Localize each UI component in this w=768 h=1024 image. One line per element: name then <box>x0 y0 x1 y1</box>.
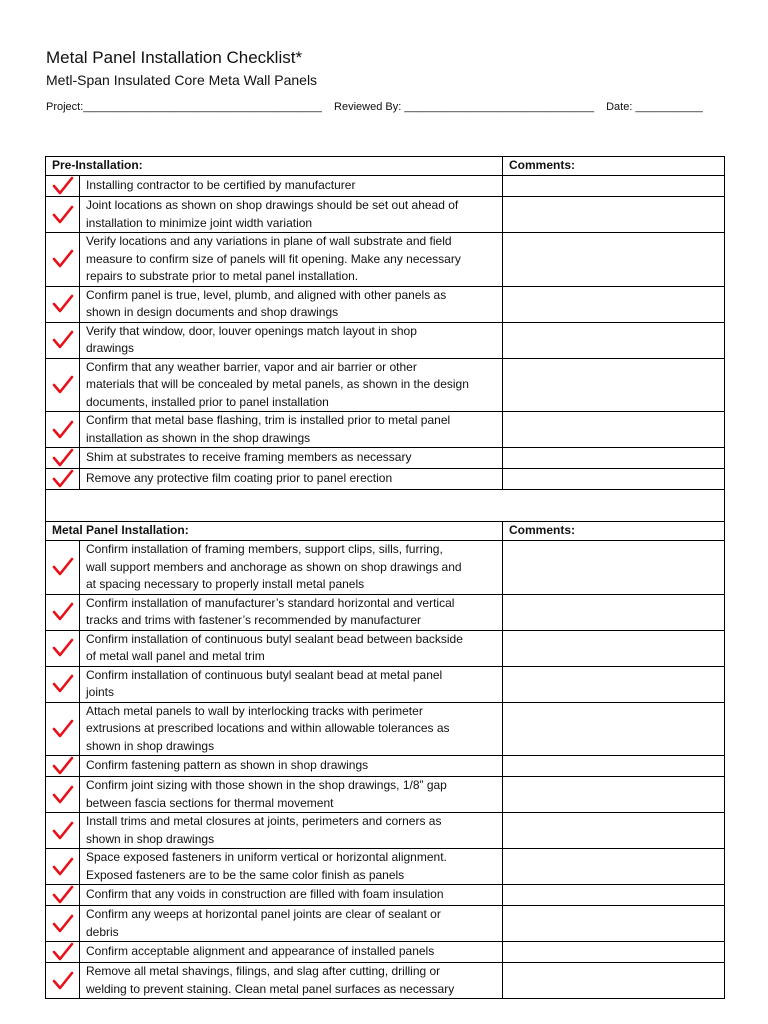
checklist-item-text <box>80 176 503 197</box>
checklist-row <box>46 358 725 412</box>
checklist-body <box>46 157 725 999</box>
checklist-row <box>46 176 725 197</box>
checklist-item-line: at spacing necessary to properly install metal panels <box>86 577 365 591</box>
checkmark-icon <box>52 448 74 468</box>
checkbox-cell[interactable] <box>46 469 80 490</box>
checklist-table <box>45 156 725 999</box>
checkmark-icon <box>52 420 74 440</box>
checklist-row <box>46 233 725 287</box>
checkmark-icon <box>52 971 74 991</box>
checklist-row <box>46 286 725 322</box>
checkbox-cell[interactable] <box>46 813 80 849</box>
comment-cell[interactable] <box>503 233 725 287</box>
checkmark-icon <box>52 756 74 776</box>
checkbox-cell[interactable] <box>46 176 80 197</box>
checklist-item-line: Remove all metal shavings, filings, and slag after cutting, drilling or <box>86 964 441 978</box>
checkmark-icon <box>52 294 74 314</box>
checklist-row <box>46 666 725 702</box>
checklist-item-line: Confirm acceptable alignment and appearance of installed panels <box>86 944 435 959</box>
document-meta-row <box>46 101 703 113</box>
comment-cell[interactable] <box>503 594 725 630</box>
checklist-item-line: wall support members and anchorage as shown on shop drawings and <box>86 559 462 574</box>
checkbox-cell[interactable] <box>46 963 80 999</box>
checklist-item-line: tracks and trims with fastener’s recommended by manufacturer <box>86 613 422 627</box>
comment-cell[interactable] <box>503 666 725 702</box>
checklist-row <box>46 541 725 595</box>
checklist-item-line: Confirm that any weather barrier, vapor and air barrier or other <box>86 359 417 374</box>
checklist-row <box>46 702 725 756</box>
checklist-row <box>46 412 725 448</box>
checklist-row <box>46 594 725 630</box>
checkbox-cell[interactable] <box>46 448 80 469</box>
checklist-row <box>46 756 725 777</box>
comments-heading: Comments: <box>503 522 725 541</box>
checkbox-cell[interactable] <box>46 286 80 322</box>
checklist-item-line: shown in design documents and shop drawings <box>86 305 339 319</box>
checklist-item-line: between fascia sections for thermal movement <box>86 795 334 810</box>
comment-cell[interactable] <box>503 541 725 595</box>
checklist-item-line: repairs to substrate prior to metal panel installation. <box>86 269 359 283</box>
checkmark-icon <box>52 469 74 489</box>
section-heading: Pre-Installation: <box>46 157 503 176</box>
checklist-item-text <box>80 358 503 412</box>
section-header-row <box>46 522 725 541</box>
checklist-row <box>46 885 725 906</box>
comment-cell[interactable] <box>503 469 725 490</box>
checklist-item-text <box>80 702 503 756</box>
checkmark-icon <box>52 205 74 225</box>
checklist-row <box>46 906 725 942</box>
comment-cell[interactable] <box>503 813 725 849</box>
section-heading: Metal Panel Installation: <box>46 522 503 541</box>
checklist-item-text <box>80 630 503 666</box>
checkbox-cell[interactable] <box>46 594 80 630</box>
checklist-item-text <box>80 233 503 287</box>
checklist-item-text <box>80 286 503 322</box>
project-field: Project:_______________________________________ <box>46 101 322 113</box>
checkmark-icon <box>52 885 74 905</box>
checkmark-icon <box>52 557 74 577</box>
comment-cell[interactable] <box>503 322 725 358</box>
checkbox-cell[interactable] <box>46 702 80 756</box>
checkmark-icon <box>52 914 74 934</box>
checklist-item-line: Confirm installation of continuous butyl sealant bead between backside <box>86 631 463 646</box>
checklist-item-line: Attach metal panels to wall by interlocking tracks with perimeter <box>86 703 423 718</box>
checklist-item-line: Verify locations and any variations in plane of wall substrate and field <box>86 234 452 248</box>
checklist-item-text <box>80 666 503 702</box>
comment-cell[interactable] <box>503 849 725 885</box>
checklist-row <box>46 963 725 999</box>
checklist-item-line: materials that will be concealed by metal panels, as shown in the design <box>86 377 469 391</box>
document-title: Metal Panel Installation Checklist* <box>46 48 303 67</box>
checkmark-icon <box>52 719 74 739</box>
checklist-row <box>46 197 725 233</box>
checklist-item-text <box>80 885 503 906</box>
checkmark-icon <box>52 602 74 622</box>
comment-cell[interactable] <box>503 630 725 666</box>
checkmark-icon <box>52 674 74 694</box>
checklist-row <box>46 448 725 469</box>
checkmark-icon <box>52 249 74 269</box>
comment-cell[interactable] <box>503 702 725 756</box>
checklist-row <box>46 813 725 849</box>
checklist-item-line: shown in shop drawings <box>86 831 215 846</box>
checkbox-cell[interactable] <box>46 849 80 885</box>
checklist-item-text <box>80 777 503 813</box>
comment-cell[interactable] <box>503 756 725 777</box>
spacer-cell <box>46 490 725 522</box>
checkbox-cell[interactable] <box>46 412 80 448</box>
checklist-item-text <box>80 963 503 999</box>
comment-cell[interactable] <box>503 885 725 906</box>
checklist-item-line: Confirm any weeps at horizontal panel joints are clear of sealant or <box>86 907 441 921</box>
checklist-item-text <box>80 412 503 448</box>
checkbox-cell[interactable] <box>46 322 80 358</box>
checklist-item-line: Remove any protective film coating prior to panel erection <box>86 471 393 486</box>
checklist-item-text <box>80 469 503 490</box>
checklist-item-line: Install trims and metal closures at joints, perimeters and corners as <box>86 814 442 828</box>
checklist-item-text <box>80 813 503 849</box>
checklist-item-line: joints <box>86 685 115 699</box>
comment-cell[interactable] <box>503 358 725 412</box>
checklist-item-text <box>80 849 503 885</box>
checkmark-icon <box>52 176 74 196</box>
checklist-item-line: welding to prevent staining. Clean metal panel surfaces as necessary <box>86 981 455 996</box>
checkbox-cell[interactable] <box>46 630 80 666</box>
checkmark-icon <box>52 330 74 350</box>
checkbox-cell[interactable] <box>46 756 80 777</box>
checkmark-icon <box>52 821 74 841</box>
checkbox-cell[interactable] <box>46 358 80 412</box>
checklist-row <box>46 322 725 358</box>
checklist-item-line: drawings <box>86 341 135 355</box>
checklist-item-line: Confirm installation of manufacturer’s standard horizontal and vertical <box>86 595 455 610</box>
checkbox-cell[interactable] <box>46 541 80 595</box>
checklist-item-line: Confirm installation of framing members, support clips, sills, furring, <box>86 542 443 556</box>
checklist-item-line: Confirm that metal base flashing, trim is installed prior to metal panel <box>86 413 451 427</box>
comment-cell[interactable] <box>503 906 725 942</box>
checklist-item-text <box>80 594 503 630</box>
checklist-item-line: debris <box>86 924 119 939</box>
checklist-row <box>46 469 725 490</box>
checkbox-cell[interactable] <box>46 197 80 233</box>
checkmark-icon <box>52 638 74 658</box>
checkmark-icon <box>52 857 74 877</box>
checklist-item-line: Confirm fastening pattern as shown in shop drawings <box>86 758 369 773</box>
section-header-row <box>46 157 725 176</box>
comment-cell[interactable] <box>503 286 725 322</box>
checklist-item-line: extrusions at prescribed locations and within allowable tolerances as <box>86 721 450 735</box>
checklist-row <box>46 942 725 963</box>
checklist-item-text <box>80 756 503 777</box>
checklist-item-line: Confirm joint sizing with those shown in the shop drawings, 1/8” gap <box>86 778 447 792</box>
checklist-row <box>46 777 725 813</box>
checkbox-cell[interactable] <box>46 885 80 906</box>
checklist-row <box>46 849 725 885</box>
date-field: Date: ___________ <box>606 101 703 113</box>
checklist-item-line: Exposed fasteners are to be the same color finish as panels <box>86 867 405 882</box>
checklist-item-line: installation to minimize joint width variation <box>86 215 313 230</box>
checklist-item-line: measure to confirm size of panels will fit opening. Make any necessary <box>86 251 461 266</box>
checklist-item-line: Shim at substrates to receive framing members as necessary <box>86 450 412 465</box>
checklist-item-text <box>80 942 503 963</box>
checkbox-cell[interactable] <box>46 233 80 287</box>
comment-cell[interactable] <box>503 176 725 197</box>
checkbox-cell[interactable] <box>46 906 80 942</box>
checklist-item-line: Confirm installation of continuous butyl sealant bead at metal panel <box>86 667 443 682</box>
comment-cell[interactable] <box>503 412 725 448</box>
comment-cell[interactable] <box>503 197 725 233</box>
checkbox-cell[interactable] <box>46 942 80 963</box>
comment-cell[interactable] <box>503 448 725 469</box>
comment-cell[interactable] <box>503 963 725 999</box>
checklist-item-line: Joint locations as shown on shop drawings should be set out ahead of <box>86 198 459 212</box>
checklist-item-line: of metal wall panel and metal trim <box>86 649 265 663</box>
checklist-item-line: Installing contractor to be certified by manufacturer <box>86 178 356 193</box>
comments-heading: Comments: <box>503 157 725 176</box>
checklist-item-text <box>80 541 503 595</box>
document-subtitle: Metl-Span Insulated Core Meta Wall Panels <box>46 72 318 88</box>
checklist-item-text <box>80 322 503 358</box>
checklist-item-line: shown in shop drawings <box>86 738 215 753</box>
checklist-item-line: Space exposed fasteners in uniform vertical or horizontal alignment. <box>86 850 447 864</box>
checklist-row <box>46 630 725 666</box>
checkmark-icon <box>52 785 74 805</box>
checkbox-cell[interactable] <box>46 666 80 702</box>
checkmark-icon <box>52 375 74 395</box>
comment-cell[interactable] <box>503 777 725 813</box>
checklist-item-line: documents, installed prior to panel installation <box>86 394 329 409</box>
checklist-item-line: Confirm panel is true, level, plumb, and aligned with other panels as <box>86 287 447 302</box>
section-spacer-row <box>46 490 725 522</box>
checkmark-icon <box>52 942 74 962</box>
checklist-item-line: Verify that window, door, louver openings match layout in shop <box>86 323 417 338</box>
reviewed-by-field: Reviewed By: _______________________________ <box>334 101 594 113</box>
checklist-item-text <box>80 448 503 469</box>
checklist-item-line: installation as shown in the shop drawings <box>86 430 311 445</box>
checklist-item-text <box>80 906 503 942</box>
checklist-item-text <box>80 197 503 233</box>
comment-cell[interactable] <box>503 942 725 963</box>
checkbox-cell[interactable] <box>46 777 80 813</box>
checklist-item-line: Confirm that any voids in construction are filled with foam insulation <box>86 887 444 902</box>
